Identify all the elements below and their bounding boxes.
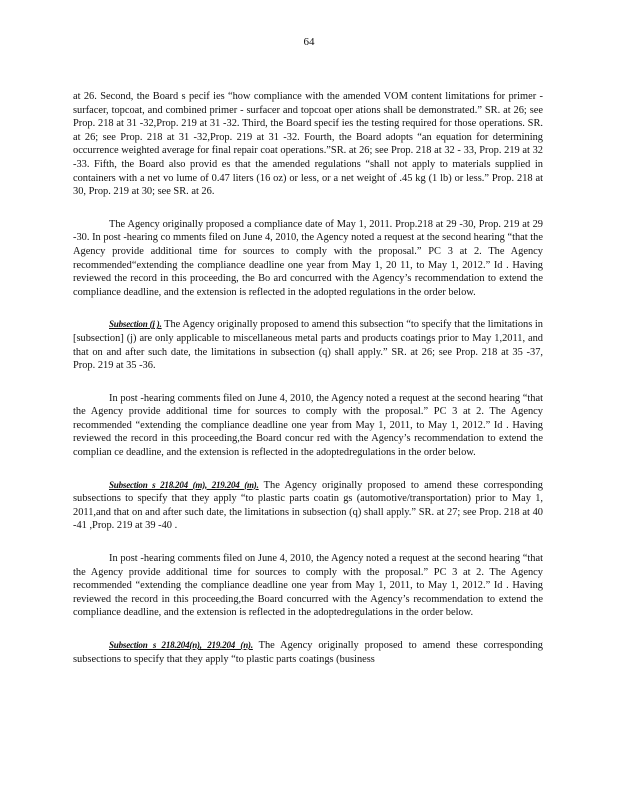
- paragraph-post-hearing-m: [73, 552, 543, 620]
- paragraph-compliance-date: [73, 218, 543, 300]
- paragraph-text: In post -hearing comments filed on June 4, 2010, the Agency noted a request at the second hearing “that the Agency provide additional time for sources to comply with the proposal.” PC 3 at 2. The Agency recommended “extending the compliance deadline one year from May 1, 2011, to May 1, 2012.” Id . Having reviewed the record in this proceeding,the Board concurred with the Agency’s recommendation to extend the compliance deadline, and the extension is reflected in the adoptedregulations in the order below.: [73, 553, 543, 619]
- paragraph-text: at 26. Second, the Board s pecif ies “how compliance with the amended VOM content limitations for primer -surfacer, topcoat, and combined primer - surfacer and topcoat oper ations shall be demonstrated.” SR. at 26; see Prop. 218 at 31 -32,Prop. 219 at 31 -32. Third, the Board specif ies the testing required for those operations. SR. at 26; see Prop. 218 at 31 -32,Prop. 219 at 31 -32. Fourth, the Board adopts “an equation for determining occurrence weighted average for final repair coat operations.”SR. at 26; see Prop. 218 at 32 - 33, Prop. 219 at 32 -33. Fifth, the Board also provid es that the amended regulations “shall not apply to materials supplied in containers with a net vo lume of 0.47 liters (16 oz) or less, or a net weight of .45 kg (1 lb) or less.” Prop. 218 at 30, Prop. 219 at 30; see SR. at 26.: [73, 91, 543, 198]
- subsection-heading: Subsection s 218.204(n), 219.204 (n).: [109, 640, 253, 650]
- paragraph-subsection-j: [73, 318, 543, 372]
- document-body: [73, 90, 543, 685]
- page-number: 64: [303, 36, 315, 48]
- paragraph-text: The Agency originally proposed to amend these corresponding subsections to specify that they apply “to plastic parts coatings (business: [73, 640, 543, 665]
- paragraph-text: The Agency originally proposed to amend these corresponding subsections to specify that they apply “to plastic parts coatin gs (automotive/transportation) prior to May 1, 2011,and that on and after such date, the limitations in subsection (q) shall apply.” SR. at 27; see Prop. 218 at 40 -41 ,Prop. 219 at 39 -40 .: [73, 479, 544, 532]
- paragraph-continuation: [73, 90, 543, 199]
- paragraph-subsection-m: [73, 479, 543, 533]
- paragraph-post-hearing-j: [73, 392, 543, 460]
- paragraph-text: In post -hearing comments filed on June 4, 2010, the Agency noted a request at the second hearing “that the Agency provide additional time for sources to comply with the proposal.” PC 3 at 2. The Agency recommended “extending the compliance deadline one year from May 1, 2011, to May 1, 2012.” Id . Having reviewed the record in this proceeding,the Board concur red with the Agency’s recommendation to extend the complian ce deadline, and the extension is reflected in the adoptedregulations in the order below.: [73, 392, 543, 459]
- subsection-heading: Subsection (j ).: [109, 319, 162, 330]
- paragraph-text: The Agency originally proposed a compliance date of May 1, 2011. Prop.218 at 29 -30, Prop. 219 at 29 -30. In post -hearing co mments filed on June 4, 2010, the Agency noted a request at the second hearing “that the Agency provide additional time for sources to comply with the proposal.” PC 3 at 2. The Agency recommended“extending the compliance deadline one year from May 1, 20 11, to May 1, 2012.” Id . Having reviewed the record in this proceeding, the Bo ard concurred with the Agency’s recommendation to extend the compliance deadline, and the extension is reflected in the adopted regulations in the order below.: [73, 218, 543, 298]
- subsection-heading: Subsection s 218.204 (m), 219.204 (m).: [109, 479, 259, 490]
- paragraph-subsection-n: [73, 639, 543, 666]
- paragraph-text: The Agency originally proposed to amend this subsection “to specify that the limitations in [subsection] (j) are only applicable to miscellaneous metal parts and products coatings prior to May 1,2011, and that on and after such date, the limitations in subsection (q) shall apply.” SR. at 26; see Prop. 218 at 35 -37, Prop. 219 at 35 -36.: [73, 319, 543, 372]
